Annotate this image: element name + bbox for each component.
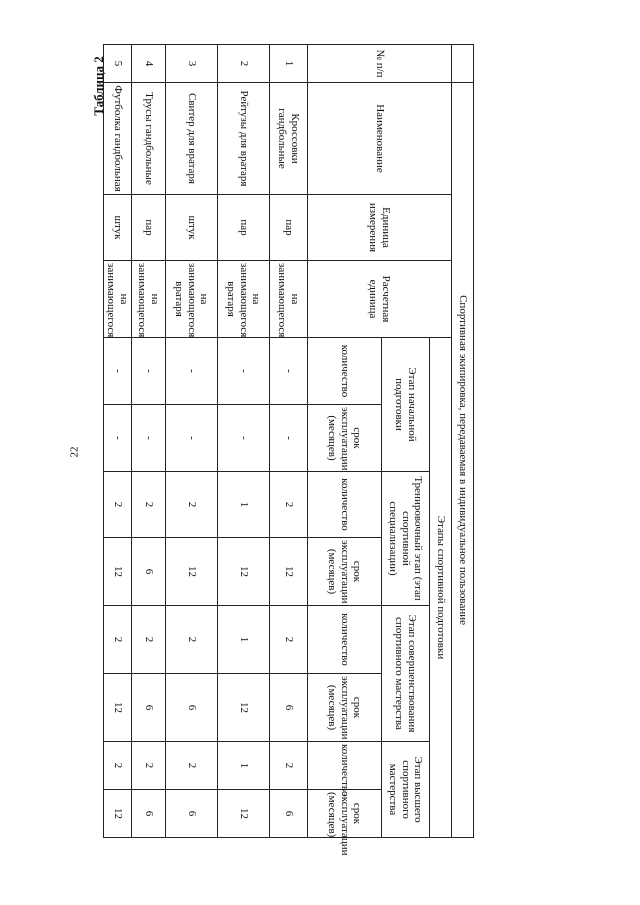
row-name: Трусы гандбольные — [132, 83, 166, 195]
cell-value: 2 — [166, 742, 218, 790]
cell-value: 1 — [218, 472, 270, 538]
cell-value: 6 — [132, 538, 166, 606]
row-name: Кроссовки гандбольные — [270, 83, 308, 195]
header-quantity: количество — [308, 472, 382, 538]
cell-value: - — [218, 405, 270, 472]
table-caption: Таблица 2 — [91, 56, 106, 116]
header-calc-unit: Расчетная единица — [308, 261, 452, 338]
row-name: Футболка гандбольная — [103, 83, 131, 195]
page-number: 22 — [68, 446, 80, 458]
cell-value: 6 — [132, 790, 166, 838]
cell-value: 1 — [218, 742, 270, 790]
header-name: Наименование — [308, 83, 452, 195]
cell-value: 6 — [270, 790, 308, 838]
header-term: срок эксплуатации (месяцев) — [308, 790, 382, 838]
cell-value: 12 — [103, 790, 131, 838]
header-term: срок эксплуатации (месяцев) — [308, 405, 382, 472]
row-num: 4 — [132, 45, 166, 83]
row-num: 2 — [218, 45, 270, 83]
row-unit: пар — [218, 195, 270, 261]
row-name: Рейтузы для вратаря — [218, 83, 270, 195]
row-unit: пар — [132, 195, 166, 261]
cell-value: 6 — [166, 674, 218, 742]
cell-value: 2 — [270, 742, 308, 790]
header-term: срок эксплуатации (месяцев) — [308, 674, 382, 742]
cell-value: - — [103, 338, 131, 405]
table-row — [218, 45, 270, 838]
cell-value: 12 — [218, 790, 270, 838]
cell-value: 2 — [270, 606, 308, 674]
cell-value: 12 — [103, 538, 131, 606]
cell-value: 12 — [166, 538, 218, 606]
cell-value: 2 — [132, 742, 166, 790]
table-row — [270, 45, 308, 838]
equipment-table — [103, 44, 474, 856]
header-num: № п/п — [308, 45, 452, 83]
row-calc-unit: на занимающегося вратаря — [166, 261, 218, 338]
cell-value: 2 — [103, 606, 131, 674]
cell-value: - — [270, 338, 308, 405]
cell-value: 2 — [166, 472, 218, 538]
row-calc-unit: на занимающегося — [132, 261, 166, 338]
header-quantity: количество — [308, 742, 382, 790]
row-calc-unit: на занимающегося — [103, 261, 131, 338]
row-num: 5 — [103, 45, 131, 83]
row-unit: штук — [166, 195, 218, 261]
row-num: 3 — [166, 45, 218, 83]
empty-corner — [452, 45, 474, 83]
cell-value: 2 — [166, 606, 218, 674]
cell-value: - — [103, 405, 131, 472]
header-stage-improvement: Этап совершенствования спортивного мастерства — [382, 606, 430, 742]
cell-value: 12 — [270, 538, 308, 606]
row-num: 1 — [270, 45, 308, 83]
header-stage-training: Тренировочный этап (этап спортивной специализации) — [382, 472, 430, 606]
cell-value: - — [270, 405, 308, 472]
equipment-table-rotated — [105, 44, 474, 856]
cell-value: 6 — [270, 674, 308, 742]
cell-value: 2 — [132, 606, 166, 674]
cell-value: - — [218, 338, 270, 405]
cell-value: - — [132, 405, 166, 472]
cell-value: 12 — [218, 538, 270, 606]
cell-value: 12 — [103, 674, 131, 742]
row-unit: штук — [103, 195, 131, 261]
table-row — [103, 45, 131, 838]
cell-value: - — [166, 338, 218, 405]
cell-value: 2 — [103, 742, 131, 790]
row-calc-unit: на занимающегося вратаря — [218, 261, 270, 338]
header-stages-group: Этапы спортивной подготовки — [430, 338, 452, 838]
header-quantity: количество — [308, 338, 382, 405]
cell-value: 2 — [132, 472, 166, 538]
cell-value: - — [166, 405, 218, 472]
cell-value: - — [132, 338, 166, 405]
cell-value: 1 — [218, 606, 270, 674]
cell-value: 2 — [103, 472, 131, 538]
header-stage-higher: Этап высшего спортивного мастерства — [382, 742, 430, 838]
section-title: Спортивная экипировка, передаваемая в индивидуальное пользование — [452, 83, 474, 838]
header-unit: Единица измерения — [308, 195, 452, 261]
table-row — [166, 45, 218, 838]
cell-value: 2 — [270, 472, 308, 538]
cell-value: 6 — [166, 790, 218, 838]
row-unit: пар — [270, 195, 308, 261]
header-quantity: количество — [308, 606, 382, 674]
header-stage-initial: Этап начальной подготовки — [382, 338, 430, 472]
table-row — [132, 45, 166, 838]
cell-value: 6 — [132, 674, 166, 742]
row-calc-unit: на занимающегося — [270, 261, 308, 338]
header-term: срок эксплуатации (месяцев) — [308, 538, 382, 606]
row-name: Свитер для вратаря — [166, 83, 218, 195]
cell-value: 12 — [218, 674, 270, 742]
